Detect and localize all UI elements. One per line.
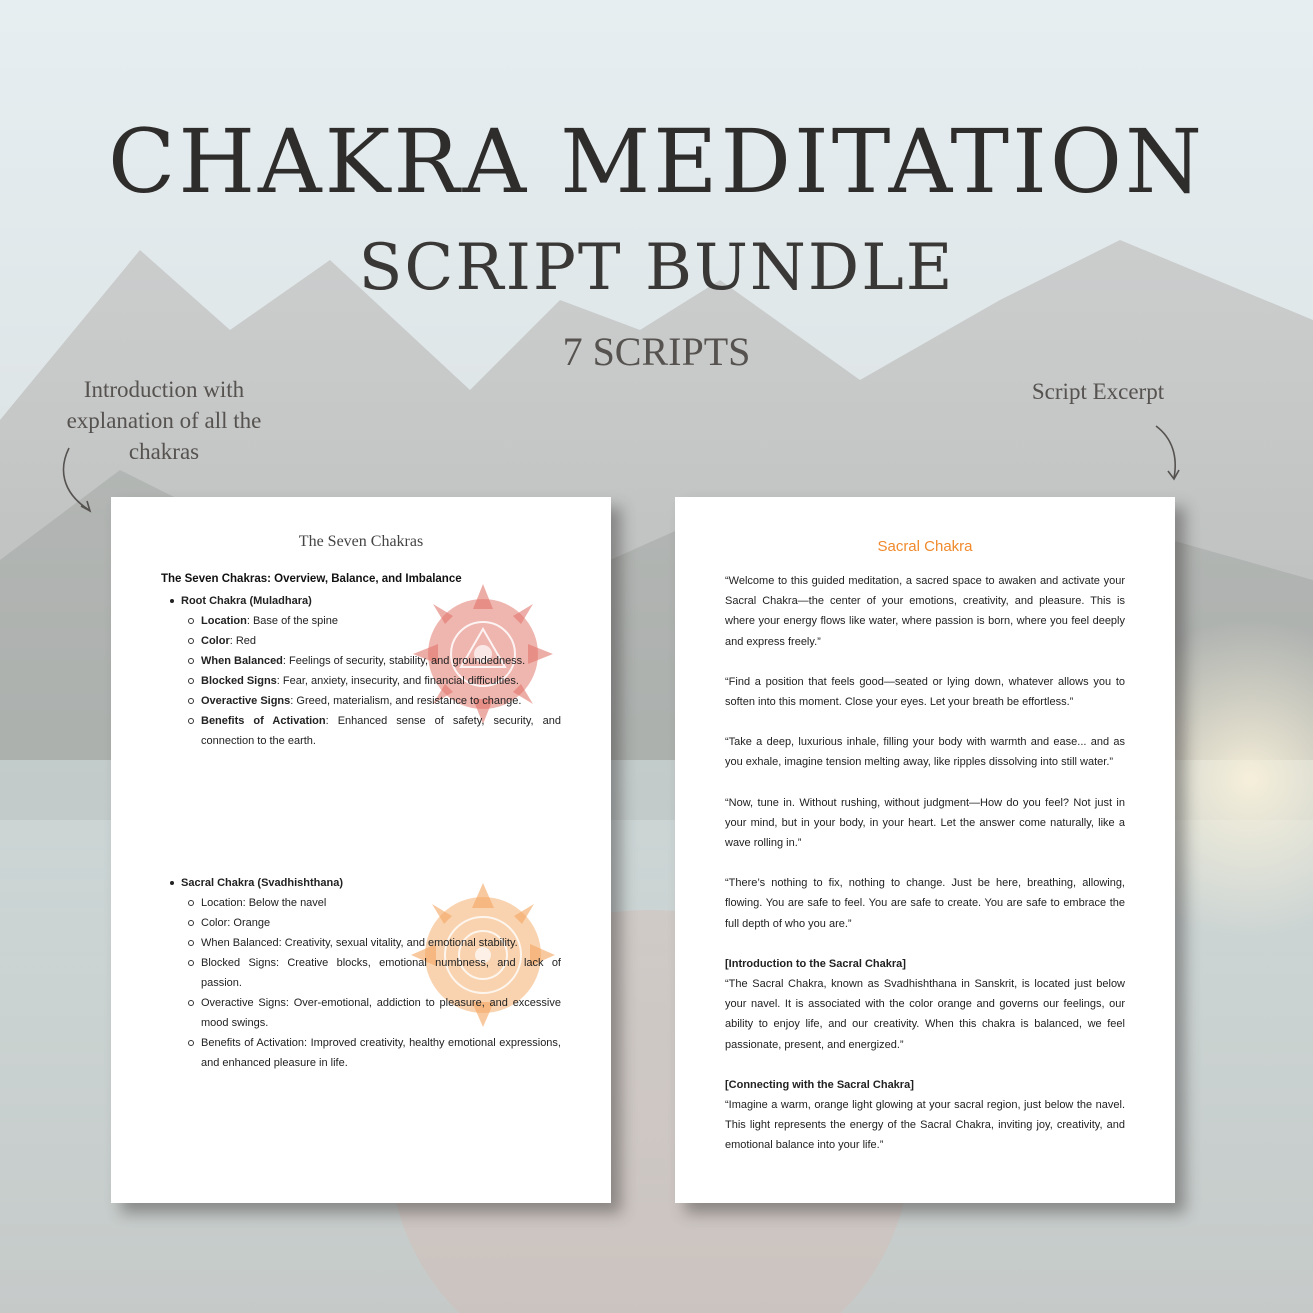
- root-color-text: : Red: [229, 635, 257, 647]
- root-benefits: [161, 711, 561, 751]
- left-annotation: Introduction with explanation of all the chakras: [66, 377, 262, 464]
- right-arrow-icon: [1148, 420, 1188, 485]
- script-paragraph: “Find a position that feels good—seated or lying down, whatever allows you to soften into this moment. Close your eyes. Let your breath be effortless.”: [725, 675, 1125, 709]
- script-paragraph: “Take a deep, luxurious inhale, filling your body with warmth and ease... and as you exhale, imagine tension melting away, like ripples dissolving into still water.”: [725, 736, 1125, 769]
- root-overactive: [161, 691, 561, 711]
- root-chakra-name: Root Chakra (Muladhara): [161, 591, 561, 611]
- sacral-chakra-name: Sacral Chakra (Svadhishthana): [161, 873, 561, 893]
- root-color-label: Color: [201, 635, 230, 647]
- script-paragraph: “Now, tune in. Without rushing, without judgment—How do you feel? Not just in your mind, but in your body, in your heart. Let the answer come naturally, like a wave rolling in.”: [725, 796, 1125, 850]
- subtitle: 7 SCRIPTS: [562, 329, 751, 374]
- right-annotation: Script Excerpt: [1031, 379, 1165, 404]
- left-page-heading: The Seven Chakras: Overview, Balance, and Imbalance: [161, 573, 462, 585]
- script-excerpt: [725, 571, 1125, 1156]
- root-blocked-text: : Fear, anxiety, insecurity, and financial difficulties.: [276, 675, 519, 687]
- left-arrow-icon: [55, 442, 105, 517]
- script-paragraph: “Welcome to this guided meditation, a sacred space to awaken and activate your Sacral Chakra—the center of your emotions, creativity, and pleasure. This is where your energy flows like water, where passion is born, where you feel deeply and express freely.”: [725, 575, 1125, 648]
- root-overactive-label: Overactive Signs: [201, 695, 291, 707]
- root-location-label: Location: [201, 615, 247, 627]
- section-text-introduction: “The Sacral Chakra, known as Svadhishthana in Sanskrit, is located just below your navel. It is associated with the color orange and governs our feelings, our ability to enjoy life, and our creativity. When this chakra is balanced, we feel passionate, present, and energized.”: [725, 978, 1125, 1051]
- sacral-chakra-section: [161, 873, 561, 1073]
- left-page-preview: [111, 497, 611, 1203]
- right-page-title: Sacral Chakra: [877, 538, 973, 555]
- right-page-preview: [675, 497, 1175, 1203]
- left-page-title: The Seven Chakras: [298, 533, 424, 550]
- root-overactive-text: : Greed, materialism, and resistance to change.: [290, 695, 522, 707]
- sacral-location: Location: Below the navel: [161, 893, 561, 913]
- root-chakra-section: [161, 591, 561, 751]
- root-balanced-text: : Feelings of security, stability, and groundedness.: [282, 655, 526, 667]
- script-paragraph: “There’s nothing to fix, nothing to change. Just be here, breathing, allowing, flowing. You are safe to feel. You are safe to create. You are safe to embrace the full depth of who you are.”: [725, 877, 1125, 930]
- title-line-2: SCRIPT BUNDLE: [358, 231, 955, 305]
- root-blocked-label: Blocked Signs: [201, 675, 277, 687]
- root-location-text: : Base of the spine: [246, 615, 338, 627]
- root-balanced: [161, 651, 561, 671]
- sacral-balanced: When Balanced: Creativity, sexual vitality, and emotional stability.: [161, 933, 561, 953]
- root-color: [161, 631, 561, 651]
- root-benefits-text: : Enhanced sense of safety, security, and connection to the earth.: [201, 715, 561, 747]
- section-heading-connecting: [Connecting with the Sacral Chakra]: [725, 1078, 914, 1091]
- sacral-blocked: Blocked Signs: Creative blocks, emotional numbness, and lack of passion.: [161, 953, 561, 993]
- root-benefits-label: Benefits of Activation: [201, 715, 326, 727]
- root-balanced-label: When Balanced: [201, 655, 283, 667]
- sacral-overactive: Overactive Signs: Over-emotional, addiction to pleasure, and excessive mood swings.: [161, 993, 561, 1033]
- title-line-1: CHAKRA MEDITATION: [107, 110, 1206, 213]
- root-blocked: [161, 671, 561, 691]
- root-location: [161, 611, 561, 631]
- sacral-color: Color: Orange: [161, 913, 561, 933]
- section-heading-introduction: [Introduction to the Sacral Chakra]: [725, 957, 906, 970]
- section-text-connecting: “Imagine a warm, orange light glowing at your sacral region, just below the navel. This light represents the energy of the Sacral Chakra, inviting joy, creativity, and emotional balance into your life.”: [725, 1099, 1125, 1152]
- sacral-benefits: Benefits of Activation: Improved creativity, healthy emotional expressions, and enhanced pleasure in life.: [161, 1033, 561, 1073]
